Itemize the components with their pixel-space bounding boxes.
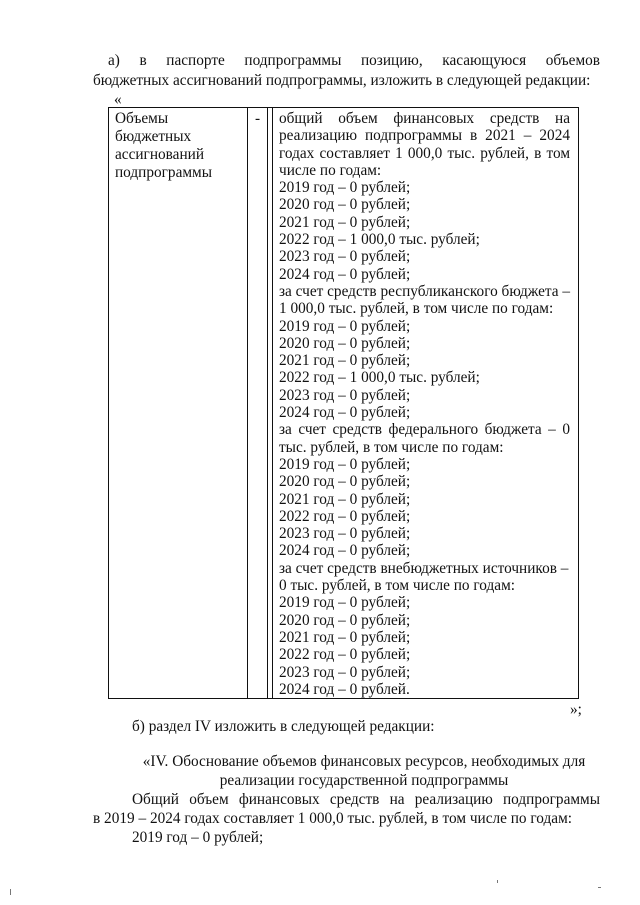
content-line: 2024 год – 0 рублей; [279,265,411,283]
budget-allocation-table [108,107,579,699]
label-line: Объемы [115,110,169,127]
content-line: 2024 год – 0 рублей. [279,680,410,698]
content-line: 0 тыс. рублей, в том числе по годам: [279,577,515,595]
content-line: годах составляет 1 000,0 тыс. рублей, в том [279,144,570,162]
scan-artifact-mark [10,889,11,895]
scan-artifact-mark [598,887,601,888]
intro-line-1: а) в паспорте подпрограммы позицию, касающуюся объемов [108,52,600,69]
content-line: тыс. рублей, в том числе по годам: [279,438,504,456]
content-line: 2024 год – 0 рублей; [279,404,411,422]
dash-mark: - [254,110,261,127]
section-heading-line-1: «IV. Обоснование объемов финансовых ресурсов, необходимых для [142,753,586,770]
body-line-3: 2019 год – 0 рублей; [132,829,264,846]
content-line: 2023 год – 0 рублей; [279,663,411,681]
content-line: 2019 год – 0 рублей; [279,455,411,473]
content-line: 1 000,0 тыс. рублей, в том числе по годам: [279,300,554,318]
content-line: 2020 год – 0 рублей; [279,334,411,352]
content-line: 2020 год – 0 рублей; [279,196,411,214]
content-line: 2020 год – 0 рублей; [279,473,411,491]
content-line: за счет средств федерального бюджета – 0 [279,421,570,439]
content-line: 2021 год – 0 рублей; [279,490,411,508]
content-line: 2022 год – 0 рублей; [279,507,411,525]
content-line: 2021 год – 0 рублей; [279,628,411,646]
section-b-instruction: б) раздел IV изложить в следующей редакции: [132,718,435,735]
intro-line-2: бюджетных ассигнований подпрограммы, изложить в следующей редакции: [93,72,591,89]
content-line: 2023 год – 0 рублей; [279,525,411,543]
content-line: 2022 год – 1 000,0 тыс. рублей; [279,369,480,387]
label-line: бюджетных [115,128,192,145]
label-cell [109,108,248,699]
content-line: 2022 год – 1 000,0 тыс. рублей; [279,231,480,249]
closing-quote: »; [570,701,582,718]
label-line: подпрограммы [115,164,213,181]
content-line: 2023 год – 0 рублей; [279,386,411,404]
content-line: 2019 год – 0 рублей; [279,317,411,335]
label-line: ассигнований [115,146,205,163]
body-line-1: Общий объем финансовых средств на реализацию подпрограммы [132,791,600,808]
dash-cell [248,108,268,699]
content-line: за счет средств внебюджетных источников – [279,559,569,577]
content-line: 2023 год – 0 рублей; [279,248,411,266]
scan-artifact-mark [497,880,498,883]
content-line: 2020 год – 0 рублей; [279,611,411,629]
content-line: 2021 год – 0 рублей; [279,352,411,370]
content-line: числе по годам: [279,161,382,179]
opening-quote: « [114,91,122,108]
content-line: 2022 год – 0 рублей; [279,646,411,664]
content-line: 2024 год – 0 рублей; [279,542,411,560]
content-line: общий объем финансовых средств на [279,110,570,127]
content-line: за счет средств республиканского бюджета – [279,282,571,300]
table-row [109,108,579,699]
content-line: реализацию подпрограммы в 2021 – 2024 [279,127,570,145]
content-line: 2021 год – 0 рублей; [279,213,411,231]
content-line: 2019 год – 0 рублей; [279,594,411,612]
section-heading-line-2: реализации государственной подпрограммы [219,772,509,789]
content-cell [273,108,579,699]
content-line: 2019 год – 0 рублей; [279,179,411,197]
body-line-2: в 2019 – 2024 годах составляет 1 000,0 тыс. рублей, в том числе по годам: [93,810,572,827]
